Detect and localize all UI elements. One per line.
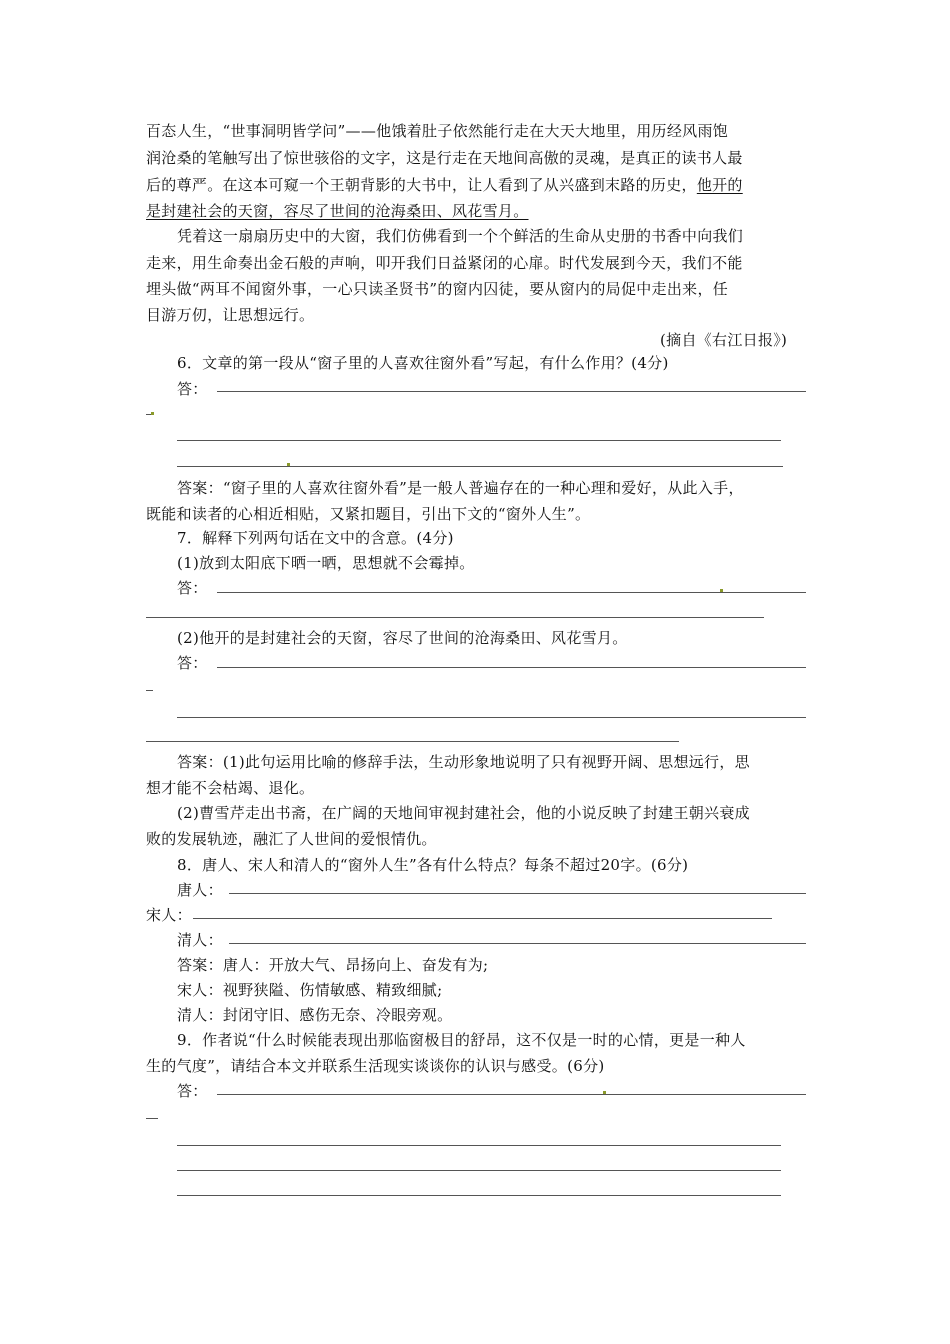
answer-label: 答： <box>177 1082 208 1100</box>
answer-line[interactable] <box>217 391 806 392</box>
passage-line: 后的尊严。在这本可窥一个王朝背影的大书中，让人看到了从兴盛到末路的历史，他开的 <box>146 176 743 194</box>
answer-label: 答： <box>177 579 208 597</box>
question-8: 8．唐人、宋人和清人的“窗外人生”各有什么特点？每条不超过20字。(6分) <box>177 856 689 874</box>
answer-key: 想才能不会枯竭、退化。 <box>146 779 315 797</box>
answer-line[interactable] <box>229 893 806 894</box>
answer-label-tang: 唐人： <box>177 881 223 899</box>
passage-line: 百态人生，“世事洞明皆学问”——他饿着肚子依然能行走在大天大地里，用历经风雨饱 <box>146 122 729 140</box>
answer-key: 败的发展轨迹，融汇了人世间的爱恨情仇。 <box>146 830 437 848</box>
passage-line: 走来，用生命奏出金石般的声响，叩开我们日益紧闭的心扉。时代发展到今天，我们不能 <box>146 254 743 272</box>
answer-label: 答： <box>177 654 208 672</box>
underlined-sentence-part: 他开的 <box>696 176 743 194</box>
answer-line[interactable] <box>217 667 806 668</box>
answer-key: (2)曹雪芹走出书斋，在广阔的天地间审视封建社会，他的小说反映了封建王朝兴衰成 <box>177 804 750 822</box>
answer-line[interactable] <box>177 1145 781 1146</box>
answer-key: 宋人：视野狭隘、伤情敏感、精致细腻; <box>177 981 443 999</box>
answer-key: 答案：“窗子里的人喜欢往窗外看”是一般人普遍存在的一种心理和爱好，从此入手， <box>177 479 744 497</box>
answer-line[interactable] <box>146 741 679 742</box>
answer-line[interactable] <box>217 592 806 593</box>
print-speck <box>287 463 290 466</box>
answer-line[interactable] <box>177 466 783 467</box>
answer-line[interactable] <box>177 1195 781 1196</box>
passage-line: 润沧桑的笔触写出了惊世骇俗的文字，这是行走在天地间高傲的灵魂，是真正的读书人最 <box>146 149 743 167</box>
question-9-cont: 生的气度”，请结合本文并联系生活现实谈谈你的认识与感受。(6分) <box>146 1057 605 1075</box>
print-speck <box>720 589 723 592</box>
answer-line[interactable] <box>146 617 764 618</box>
passage-line: 埋头做“两耳不闻窗外事，一心只读圣贤书”的窗内囚徒，要从窗内的局促中走出来，任 <box>146 280 729 298</box>
answer-key: 答案：(1)此句运用比喻的修辞手法，生动形象地说明了只有视野开阔、思想远行，思 <box>177 753 750 771</box>
passage-line: 目游万仞，让思想远行。 <box>146 306 315 324</box>
passage-line: 凭着这一扇扇历史中的大窗，我们仿佛看到一个个鲜活的生命从史册的书香中向我们 <box>177 227 744 245</box>
answer-line-stub <box>146 1118 158 1119</box>
answer-label-qing: 清人： <box>177 931 223 949</box>
answer-key: 清人：封闭守旧、感伤无奈、冷眼旁观。 <box>177 1006 453 1024</box>
answer-key: 答案：唐人：开放大气、昂扬向上、奋发有为; <box>177 956 489 974</box>
print-speck <box>603 1091 606 1094</box>
question-6: 6．文章的第一段从“窗子里的人喜欢往窗外看”写起，有什么作用？(4分) <box>177 354 669 372</box>
answer-line[interactable] <box>229 943 806 944</box>
answer-label: 答： <box>177 380 208 398</box>
answer-line[interactable] <box>217 1094 806 1095</box>
underlined-sentence: 是封建社会的天窗，容尽了世间的沧海桑田、风花雪月。 <box>146 202 529 220</box>
answer-line[interactable] <box>177 1170 781 1171</box>
question-7: 7．解释下列两句话在文中的含意。(4分) <box>177 529 454 547</box>
answer-line[interactable] <box>193 918 772 919</box>
question-9: 9．作者说“什么时候能表现出那临窗极目的舒昂，这不仅是一时的心情，更是一种人 <box>177 1031 746 1049</box>
answer-key: 既能和读者的心相近相贴，又紧扣题目，引出下文的“窗外人生”。 <box>146 505 591 523</box>
answer-line[interactable] <box>177 717 806 718</box>
answer-line[interactable] <box>177 440 781 441</box>
question-7-sub2: (2)他开的是封建社会的天窗，容尽了世间的沧海桑田、风花雪月。 <box>177 629 628 647</box>
question-7-sub1: (1)放到太阳底下晒一晒，思想就不会霉掉。 <box>177 554 475 572</box>
answer-line-stub <box>146 690 153 691</box>
source-citation: (摘自《右江日报》) <box>660 331 788 349</box>
answer-label-song: 宋人： <box>146 906 192 924</box>
print-speck <box>151 412 154 415</box>
